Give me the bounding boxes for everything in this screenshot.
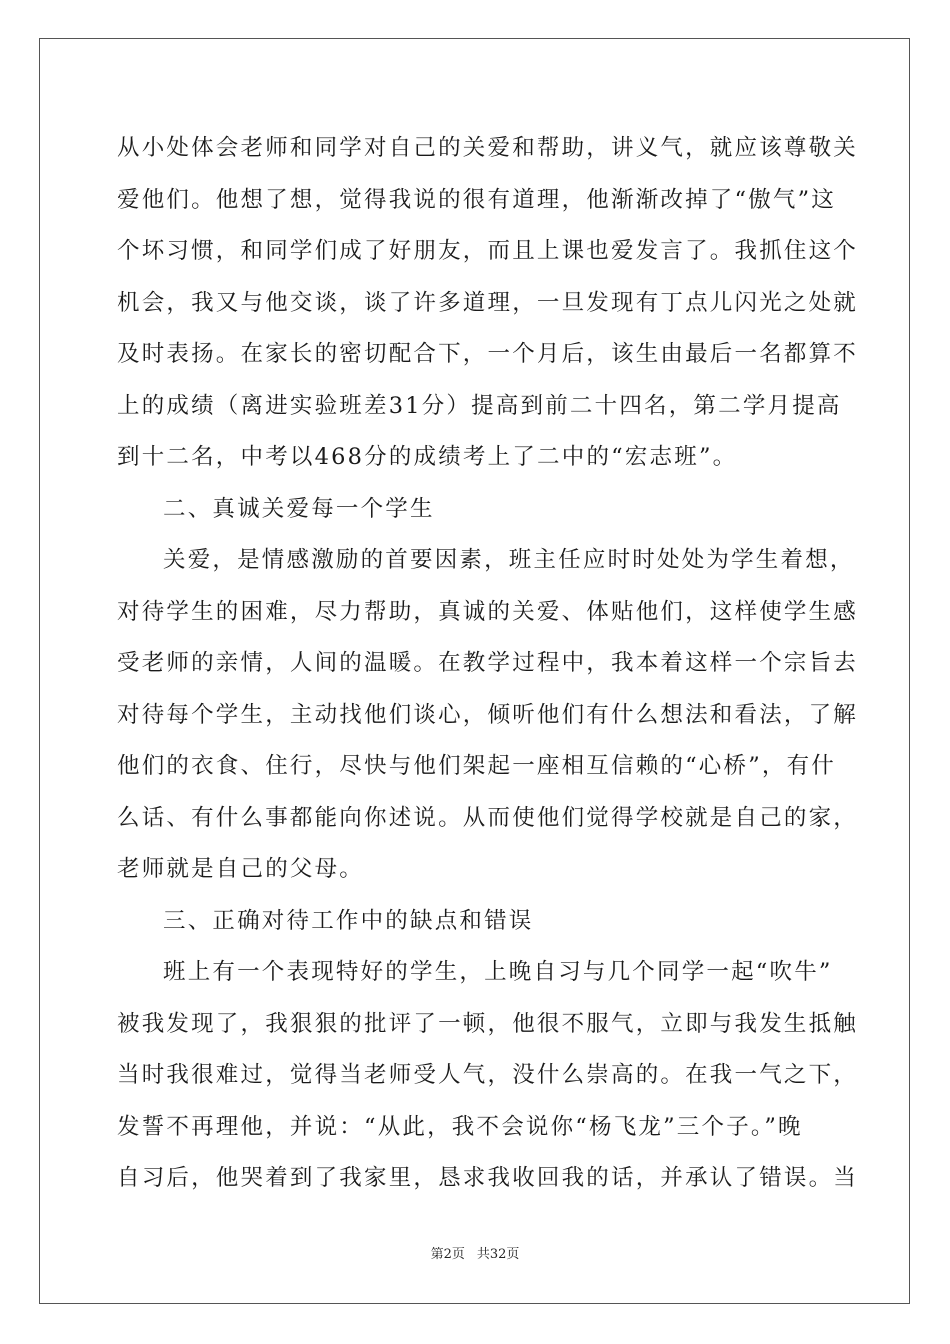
text-line: 到十二名，中考以468分的成绩考上了二中的“宏志班”。 — [117, 444, 738, 470]
text-line: 老师就是自己的父母。 — [117, 856, 365, 882]
text-line: 班上有一个表现特好的学生，上晚自习与几个同学一起“吹牛” — [163, 959, 833, 985]
text-line: 机会，我又与他交谈，谈了许多道理，一旦发现有丁点儿闪光之处就 — [117, 289, 859, 316]
text-line: 从小处体会老师和同学对自己的关爱和帮助，讲义气，就应该尊敬关 — [117, 135, 859, 161]
document-body — [117, 128, 859, 1210]
text-line: 发誓不再理他，并说：“从此，我不会说你“杨飞龙”三个子。”晚 — [117, 1113, 803, 1140]
text-line: 他们的衣食、住行，尽快与他们架起一座相互信赖的“心桥”，有什 — [117, 753, 837, 779]
text-line: 被我发现了，我狠狠的批评了一顿，他很不服气，立即与我发生抵触 — [117, 1010, 859, 1037]
page-total: 共32页 — [476, 1247, 520, 1262]
text-line: 当时我很难过，觉得当老师受人气，没什么崇高的。在我一气之下， — [117, 1062, 859, 1088]
text-line: 对待学生的困难，尽力帮助，真诚的关爱、体贴他们，这样使学生感 — [117, 598, 859, 625]
text-line: 么话、有什么事都能向你述说。从而使他们觉得学校就是自己的家， — [117, 804, 859, 831]
page-number: 第2页 — [430, 1247, 465, 1262]
text-line: 爱他们。他想了想，觉得我说的很有道理，他渐渐改掉了“傲气”这 — [117, 186, 837, 213]
text-line: 对待每个学生，主动找他们谈心，倾听他们有什么想法和看法，了解 — [117, 701, 859, 728]
page-footer — [0, 1243, 950, 1262]
text-line: 关爱，是情感激励的首要因素，班主任应时时处处为学生着想， — [163, 547, 855, 573]
text-line: 及时表扬。在家长的密切配合下，一个月后，该生由最后一名都算不 — [117, 341, 859, 367]
text-line: 上的成绩（离进实验班差31分）提高到前二十四名，第二学月提高 — [117, 392, 842, 419]
text-line: 三、正确对待工作中的缺点和错误 — [163, 907, 534, 934]
text-line: 二、真诚关爱每一个学生 — [163, 495, 435, 522]
text-line: 自习后，他哭着到了我家里，恳求我收回我的话，并承认了错误。当 — [117, 1165, 859, 1191]
text-line: 个坏习惯，和同学们成了好朋友，而且上课也爱发言了。我抓住这个 — [117, 238, 859, 264]
text-line: 受老师的亲情，人间的温暖。在教学过程中，我本着这样一个宗旨去 — [117, 650, 859, 676]
